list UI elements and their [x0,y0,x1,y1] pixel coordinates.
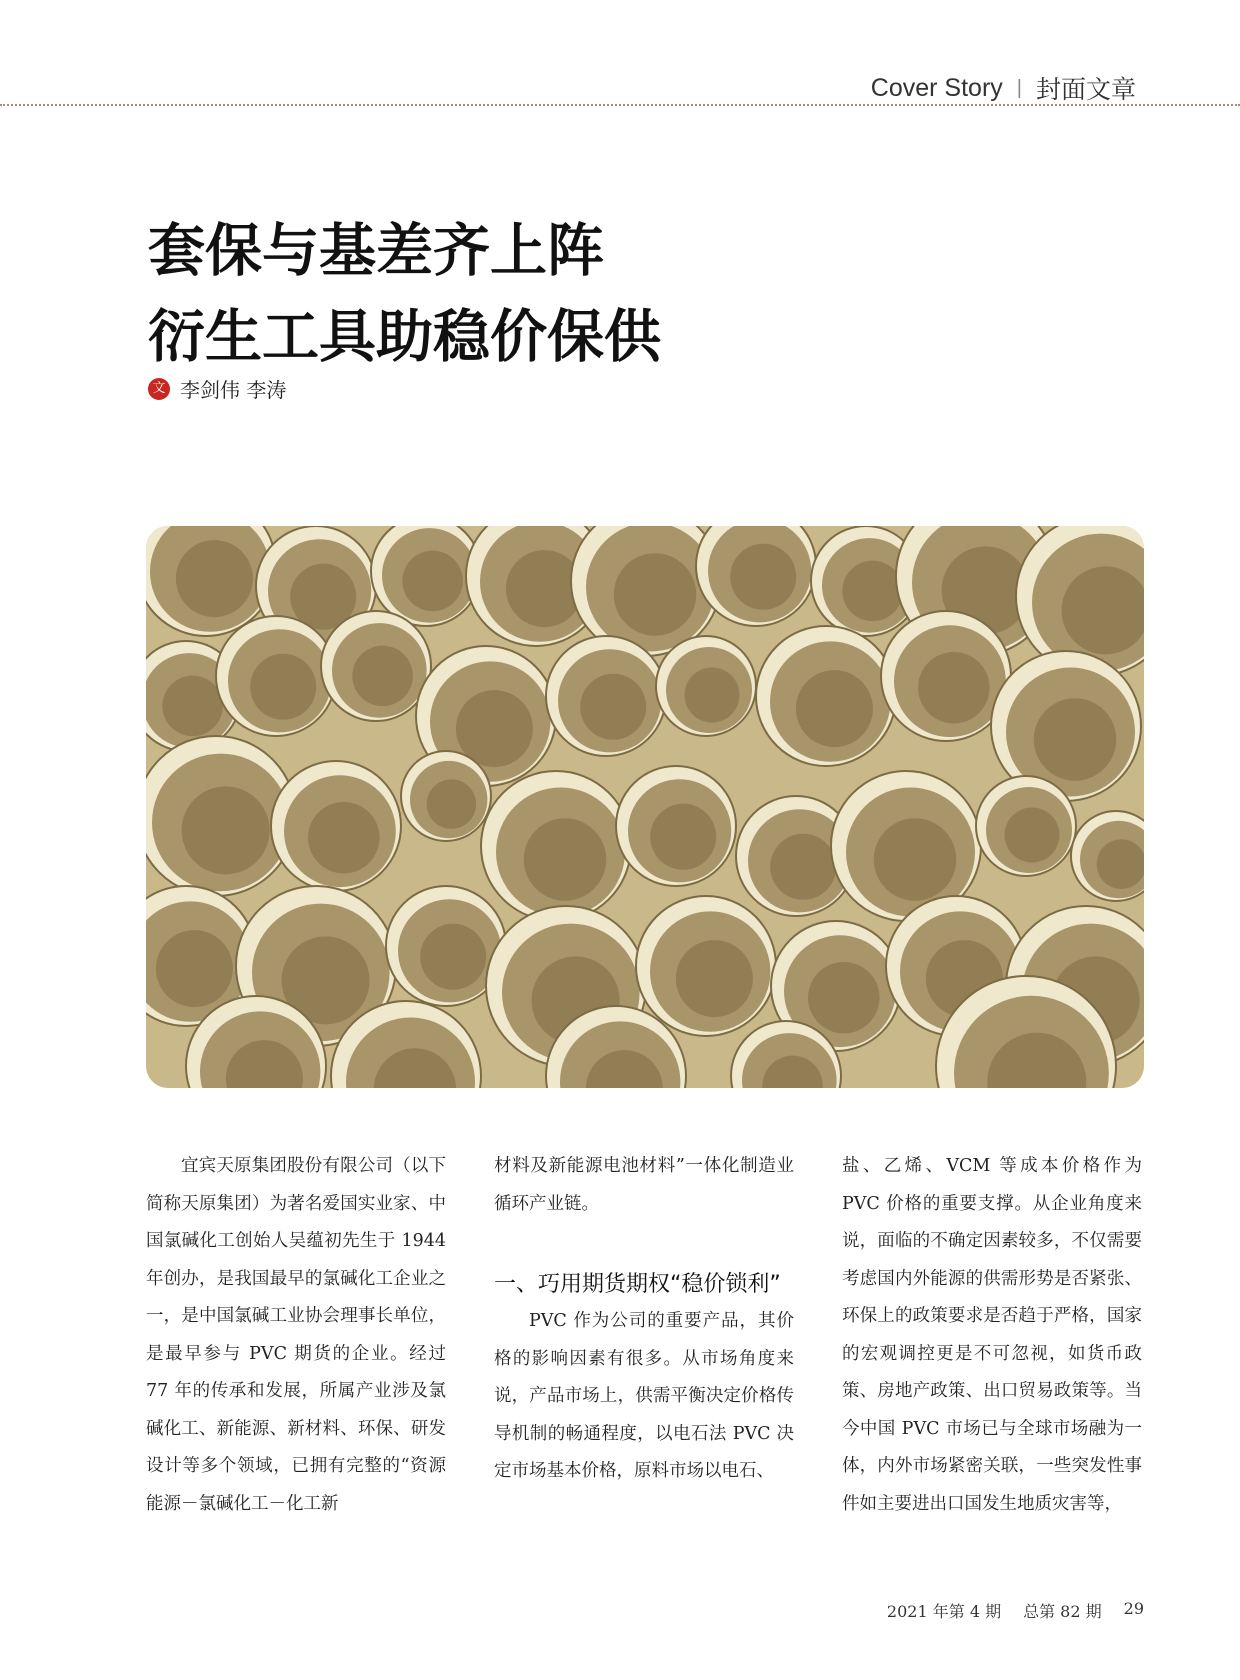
pipe-end-11 [321,611,431,721]
title-line-2: 衍生工具助稳价保供 [148,304,661,370]
pipe-end-26 [1071,811,1144,901]
body-column-2 [494,1148,794,1491]
section-label-zh: 封面文章 [1035,75,1136,104]
byline [148,374,286,403]
section-label-en: Cover Story [870,73,1003,102]
pipe-end-20 [401,751,491,841]
header-separator: | [1016,76,1022,99]
paragraph-intro-continued: 材料及新能源电池材料”一体化制造业循环产业链。 [494,1156,794,1214]
page-footer [887,1599,1144,1622]
author-mark-icon: 文 [148,378,170,400]
pipe-end-25 [976,776,1076,876]
pipe-end-21 [481,771,631,921]
total-issue-label: 总第 82 期 [1023,1602,1102,1621]
pipe-end-31 [636,896,776,1036]
page-number: 29 [1123,1599,1144,1618]
author-names: 李剑伟 李涛 [180,378,287,402]
body-column-1 [146,1148,446,1523]
pvc-pipes-photo [146,526,1144,1088]
paragraph-pvc-factors-continued: 盐、乙烯、VCM 等成本价格作为 PVC 价格的重要支撑。从企业角度来说，面临的不确定因素较多，不仅需要考虑国内外能源的供需形势是否紧张、环保上的政策要求是否趋于严格，国家的宏观调控更是不可忽视，如货币政策、房地产政策、出口贸易政策等。当今中国 PVC 市场已与全球市场融为一体，内外市场紧密关联，一些突发性事件如主要进出口国发生地质灾害等， [842,1156,1142,1514]
header-dotted-rule [0,104,1240,106]
pipe-end-13 [546,636,666,756]
pipe-end-14 [656,636,756,736]
section-heading-1: 一、巧用期货期权“稳价锁利” [494,1272,781,1297]
pipe-end-15 [756,626,896,766]
pipe-end-10 [216,616,336,736]
paragraph-intro: 宜宾天原集团股份有限公司（以下简称天原集团）为著名爱国实业家、中国氯碱化工创始人吴蕴初先生于 1944 年创办，是我国最早的氯碱化工企业之一，是中国氯碱工业协会理事长单位，是最早参与 PVC 期货的企业。经过 77 年的传承和发展，所属产业涉及氯碱化工、新能源、新材料、环保、研发设计等多个领域，已拥有完整的“资源能源－氯碱化工－化工新 [146,1156,446,1514]
paragraph-pvc-factors: PVC 作为公司的重要产品，其价格的影响因素有很多。从市场角度来说，产品市场上，供需平衡决定价格传导机制的畅通程度，以电石法 PVC 决定市场基本价格，原料市场以电石、 [494,1311,794,1481]
article-title [148,208,661,380]
pipe-end-19 [271,761,401,891]
pvc-pipes-illustration [146,526,1144,1088]
body-column-3 [842,1148,1142,1523]
title-line-1: 套保与基差齐上阵 [148,218,604,284]
pipe-end-2 [371,526,481,626]
section-header [871,70,1136,106]
issue-label: 2021 年第 4 期 [886,1602,1002,1621]
pipe-end-22 [616,766,736,886]
